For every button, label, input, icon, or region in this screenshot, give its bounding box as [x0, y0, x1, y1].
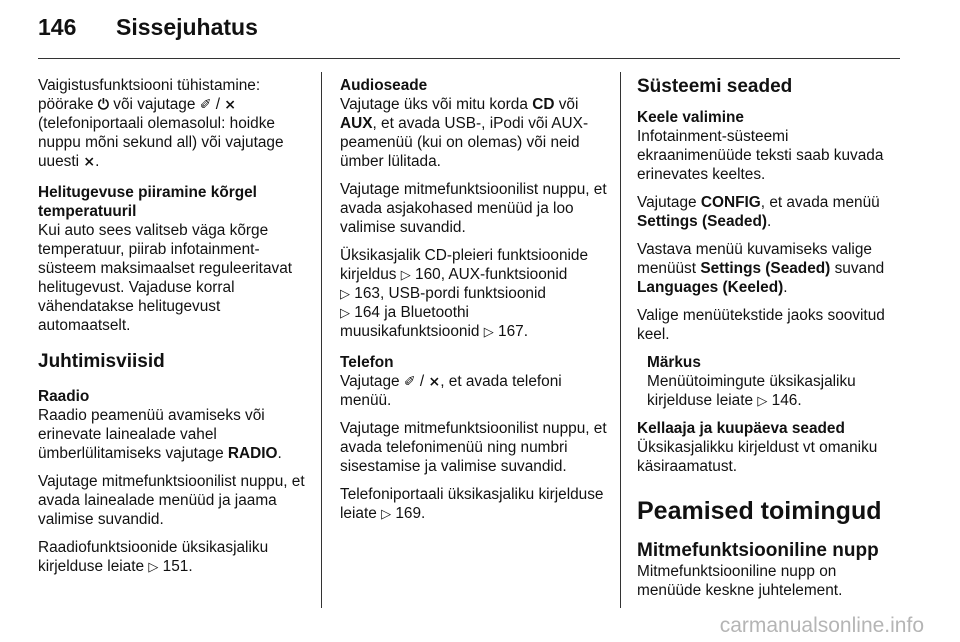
language-paragraph-4: Valige menüütekstide jaoks soovitud keel.: [637, 307, 885, 343]
note-box: [647, 353, 902, 410]
page-reference-arrow-icon: ▷: [400, 267, 411, 282]
multifunction-knob-heading: Mitmefunktsiooniline nupp: [637, 540, 879, 561]
phone-page-ref[interactable]: 169.: [395, 505, 426, 522]
aux-button-label: AUX: [340, 115, 373, 132]
radio-paragraph-1: Raadio peamenüü avamiseks või erinevate lainealade vahel ümberlülitamiseks vajutage RADIO.: [38, 407, 282, 462]
audio-paragraph-1: Vajutage üks või mitu korda CD või AUX, et avada USB-, iPodi või AUX-peamenüü (kui on olemas) või neid ümber lülitada.: [340, 96, 589, 170]
mute-cancel-paragraph: Vaigistusfunktsiooni tühistamine: pöörake ⏻ või vajutage ✐ / ⨯ (telefoniportaali olemasolul: hoidke nuppu mõni sekund all) või vajutage uuesti ⨯.: [38, 77, 284, 170]
column-3: [637, 76, 902, 609]
page-reference-arrow-icon: ▷: [381, 506, 392, 521]
cd-page-ref[interactable]: 160, AUX-funktsioonid: [415, 266, 568, 283]
page-reference-arrow-icon: ▷: [148, 559, 159, 574]
power-icon: ⏻: [97, 96, 109, 112]
audio-paragraph-3: Üksikasjalik CD-pleieri funktsioonide kirjeldus ▷ 160, AUX-funktsioonid ▷ 163, USB-pordi funktsioonid ▷ 164 ja Bluetoothi muusikafunktsioonid ▷ 167.: [340, 247, 589, 340]
audio-heading: Audioseade: [340, 77, 428, 94]
page-reference-arrow-icon: ▷: [340, 286, 350, 301]
language-paragraph-3: Vastava menüü kuvamiseks valige menüüst Settings (Seaded) suvand Languages (Keeled).: [637, 241, 885, 296]
config-button-label: CONFIG: [700, 194, 761, 211]
radio-heading: Raadio: [38, 388, 90, 405]
clock-text: Üksikasjalikku kirjeldust vt omaniku käsiraamatust.: [637, 439, 878, 475]
language-paragraph-2: Vajutage CONFIG, et avada menüü Settings (Seaded).: [637, 194, 880, 230]
heat-limit-text: Kui auto sees valitseb väga kõrge temperatuur, piirab infotainment-süsteem maksimaalset reguleeritavat helitugevust. Vajaduse korral vähendatakse helitugevust automaatselt.: [38, 222, 293, 334]
chapter-title: Sissejuhatus: [116, 14, 258, 40]
column-separator-2: [620, 72, 621, 608]
mute-icon: ⨯: [83, 153, 96, 169]
header-rule: [38, 58, 900, 59]
page-header: [38, 14, 258, 54]
note-text: Menüütoimingute üksikasjaliku kirjelduse leiate ▷ 146.: [647, 373, 856, 409]
phone-icon: ✐: [199, 96, 212, 112]
radio-paragraph-2: Vajutage mitmefunktsioonilist nuppu, et avada lainealade menüüd ja jaama valimise suvandid.: [38, 473, 305, 528]
note-heading: Märkus: [647, 354, 701, 371]
mute-icon: ⨯: [224, 96, 236, 112]
basic-operation-heading: Peamised toimingud: [637, 497, 882, 525]
language-paragraph-1: Infotainment-süsteemi ekraanimenüüde teksti saab kuvada erinevates keeltes.: [637, 128, 884, 183]
settings-menu-label: Settings (Seaded): [637, 213, 767, 230]
mute-icon: ⨯: [428, 373, 441, 389]
page-number: 146: [38, 14, 77, 40]
languages-menu-label: Languages (Keeled): [637, 279, 784, 296]
column-separator-1: [321, 72, 322, 608]
usb-page-ref[interactable]: 164 ja Bluetoothi muusikafunktsioonid: [340, 304, 480, 340]
phone-paragraph-2: Vajutage mitmefunktsioonilist nuppu, et avada telefonimenüü ning numbri sisestamise ja valimise suvandid.: [340, 420, 607, 475]
column-1: [38, 76, 308, 585]
radio-page-ref[interactable]: 151.: [162, 558, 193, 575]
radio-button-label: RADIO: [227, 445, 278, 462]
clock-heading: Kellaaja ja kuupäeva seaded: [637, 420, 845, 437]
system-settings-heading: Süsteemi seaded: [637, 76, 793, 97]
bluetooth-page-ref[interactable]: 167.: [498, 323, 528, 340]
controls-heading: Juhtimisviisid: [38, 351, 165, 372]
phone-paragraph-1: Vajutage ✐ / ⨯, et avada telefoni menüü.: [340, 373, 562, 409]
radio-paragraph-3: Raadiofunktsioonide üksikasjaliku kirjelduse leiate ▷ 151.: [38, 539, 269, 575]
language-heading: Keele valimine: [637, 109, 744, 126]
phone-paragraph-3: Telefoniportaali üksikasjaliku kirjelduse leiate ▷ 169.: [340, 486, 604, 522]
watermark: carmanualsonline.info: [719, 614, 924, 637]
aux-page-ref[interactable]: 163, USB-pordi funktsioonid: [354, 285, 546, 302]
heat-limit-heading: Helitugevuse piiramine kõrgel temperatuuril: [38, 184, 257, 220]
multifunction-knob-text: Mitmefunktsiooniline nupp on menüüde keskne juhtelement.: [637, 563, 843, 599]
cd-button-label: CD: [532, 96, 555, 113]
phone-icon: ✐: [403, 373, 416, 389]
note-page-ref[interactable]: 146.: [771, 392, 802, 409]
page-reference-arrow-icon: ▷: [340, 305, 350, 320]
column-2: [340, 76, 608, 532]
page-reference-arrow-icon: ▷: [483, 324, 494, 339]
settings-menu-label-2: Settings (Seaded): [700, 260, 831, 277]
page-reference-arrow-icon: ▷: [757, 393, 768, 408]
phone-heading: Telefon: [340, 354, 394, 371]
audio-paragraph-2: Vajutage mitmefunktsioonilist nuppu, et avada asjakohased menüüd ja loo valimise suvandid.: [340, 181, 607, 236]
